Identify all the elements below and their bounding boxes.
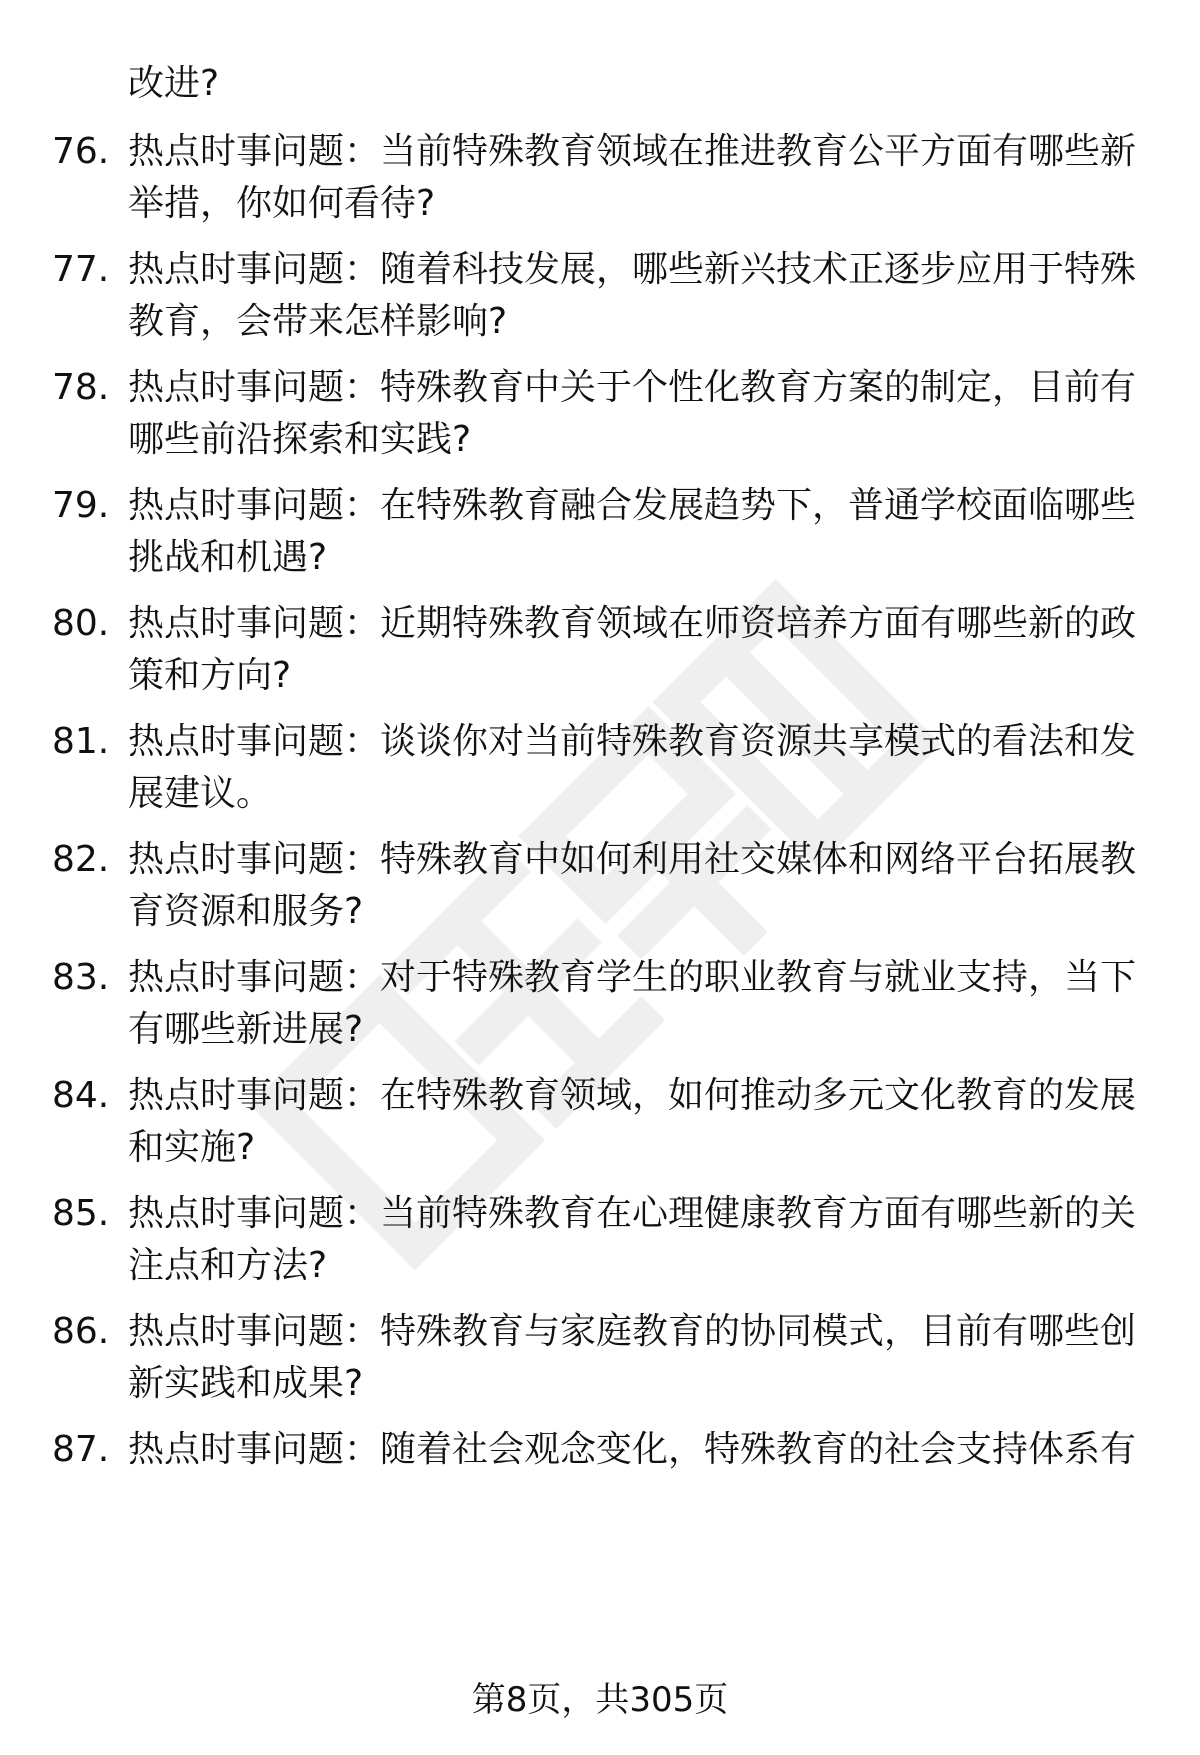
question-text (128, 362, 1138, 466)
question-text (128, 126, 1138, 230)
question-text-line: 和实施? (128, 1127, 256, 1168)
question-text-line: 展建议。 (128, 773, 273, 814)
question-text (128, 1070, 1138, 1174)
question-text-line: 热点时事问题：随着社会观念变化，特殊教育的社会支持体系有 (128, 1429, 1137, 1470)
question-number: 80. (52, 603, 110, 644)
question-text-line: 热点时事问题：近期特殊教育领域在师资培养方面有哪些新的政 (128, 603, 1137, 644)
question-text-line: 热点时事问题：对于特殊教育学生的职业教育与就业支持，当下 (128, 957, 1137, 998)
question-text-line: 挑战和机遇? (128, 537, 328, 578)
question-number: 82. (52, 839, 110, 880)
question-text-line: 热点时事问题：当前特殊教育在心理健康教育方面有哪些新的关 (128, 1193, 1137, 1234)
question-text-line: 有哪些新进展? (128, 1009, 364, 1050)
question-text (128, 1188, 1138, 1292)
question-text (128, 834, 1138, 938)
question-number: 76. (52, 131, 110, 172)
question-text-line: 新实践和成果? (128, 1363, 364, 1404)
question-text (128, 244, 1138, 348)
page-footer: 第8页，共305页 (471, 1680, 729, 1720)
question-number: 79. (52, 485, 110, 526)
question-text-line: 热点时事问题：随着科技发展，哪些新兴技术正逐步应用于特殊 (128, 249, 1137, 290)
question-text-line: 注点和方法? (128, 1245, 328, 1286)
question-number: 87. (52, 1429, 110, 1470)
question-text-line: 热点时事问题：特殊教育与家庭教育的协同模式，目前有哪些创 (128, 1311, 1137, 1352)
question-text (128, 952, 1138, 1056)
question-text (128, 1306, 1138, 1410)
question-text (128, 716, 1138, 820)
question-text-line: 热点时事问题：谈谈你对当前特殊教育资源共享模式的看法和发 (128, 721, 1137, 762)
question-number: 85. (52, 1193, 110, 1234)
question-text-line: 热点时事问题：特殊教育中如何利用社交媒体和网络平台拓展教 (128, 839, 1137, 880)
question-text-line: 举措，你如何看待? (128, 183, 436, 224)
question-number: 84. (52, 1075, 110, 1116)
question-text (128, 1424, 1138, 1476)
question-text-line: 热点时事问题：当前特殊教育领域在推进教育公平方面有哪些新 (128, 131, 1137, 172)
question-number: 77. (52, 249, 110, 290)
question-text (128, 480, 1138, 584)
question-text-line: 哪些前沿探索和实践? (128, 419, 472, 460)
question-text (128, 598, 1138, 702)
question-text-line: 热点时事问题：特殊教育中关于个性化教育方案的制定，目前有 (128, 367, 1137, 408)
question-number: 86. (52, 1311, 110, 1352)
continuation-text: 改进? (128, 63, 220, 104)
question-text-line: 教育，会带来怎样影响? (128, 301, 508, 342)
question-text-line: 热点时事问题：在特殊教育领域，如何推动多元文化教育的发展 (128, 1075, 1137, 1116)
question-number: 83. (52, 957, 110, 998)
question-text-line: 热点时事问题：在特殊教育融合发展趋势下，普通学校面临哪些 (128, 485, 1137, 526)
question-number: 81. (52, 721, 110, 762)
question-text-line: 策和方向? (128, 655, 292, 696)
question-number: 78. (52, 367, 110, 408)
question-text-line: 育资源和服务? (128, 891, 364, 932)
